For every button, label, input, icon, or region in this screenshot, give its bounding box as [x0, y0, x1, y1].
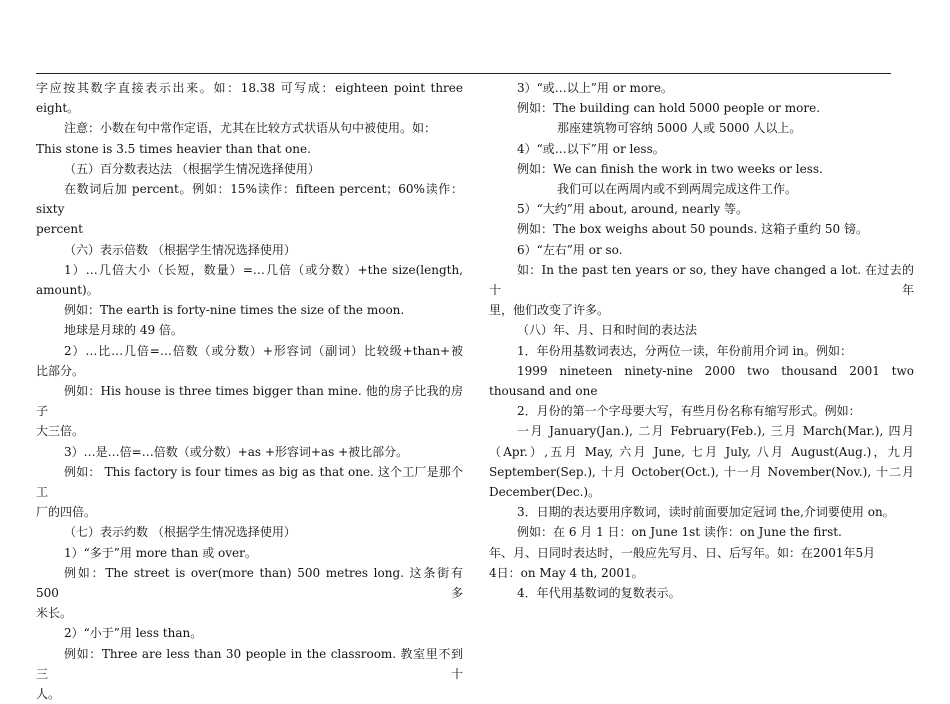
left-column [36, 78, 463, 704]
text-line: 那座建筑物可容纳 5000 人或 5000 人以上。 [557, 121, 802, 136]
text-line: 例如：The earth is forty-nine times the size of the moon. [64, 303, 405, 318]
text-line: This stone is 3.5 times heavier than that one. [36, 141, 311, 156]
text-line: percent [36, 222, 83, 237]
text-line: 6）“左右”用 or so. [517, 242, 623, 257]
text-line: 如：In the past ten years or so, they have changed a lot. 在过去的十年 [489, 262, 914, 298]
text-line: 大三倍。 [36, 424, 85, 439]
text-line: 地球是月球的 49 倍。 [64, 323, 183, 338]
section-heading-6: （六）表示倍数 （根据学生情况选择使用） [64, 242, 296, 257]
text-line: 字应按其数字直接表示出来。如：18.38 可写成：eighteen point three eight。 [36, 81, 463, 116]
text-line: 里，他们改变了许多。 [489, 303, 610, 318]
text-line: 一月 January(Jan.), 二月 February(Feb.), 三月 March(Mar.), 四月 [517, 424, 914, 439]
text-line: 米长。 [36, 606, 73, 621]
text-line: 厂的四倍。 [36, 505, 97, 520]
text-line: 4．年代用基数词的复数表示。 [517, 586, 681, 601]
text-line: 我们可以在两周内或不到两周完成这件工作。 [557, 182, 798, 197]
header-rule [36, 73, 891, 74]
text-line: 5）“大约”用 about, around, nearly 等。 [517, 202, 748, 217]
text-line: 例如：在 6 月 1 日：on June 1st 读作：on June the first. [517, 525, 842, 540]
text-line: 年、月、日同时表达时，一般应先写月、日、后写年。如：在2001年5月 [489, 545, 876, 560]
text-line: 1．年份用基数词表达，分两位一读，年份前用介词 in。例如： [517, 343, 853, 358]
section-heading-7: （七）表示约数 （根据学生情况选择使用） [64, 525, 296, 540]
text-line: September(Sep.), 十月 October(Oct.), 十一月 November(Nov.), 十二月 [489, 464, 914, 479]
text-line: 3）…是…倍=…倍数（或分数）+as +形容词+as +被比部分。 [64, 444, 409, 459]
text-line: 例如： This factory is four times as big as that one. 这个工厂是那个工 [36, 464, 463, 500]
text-line: 例如：Three are less than 30 people in the classroom. 教室里不到三十 [36, 646, 463, 681]
section-heading-8: （八）年、月、日和时间的表达法 [517, 323, 698, 338]
text-line: 在数词后加 percent。例如：15%读作：fifteen percent；60%读作：sixty [36, 182, 463, 217]
section-heading-5: （五）百分数表达法 （根据学生情况选择使用） [64, 161, 320, 176]
text-line: 2）“小于”用 less than。 [64, 626, 203, 641]
text-line: 例如：We can finish the work in two weeks or less. [517, 161, 823, 176]
text-line: 例如：The street is over(more than) 500 metres long. 这条街有 500 多 [36, 565, 463, 601]
text-line: 2．月份的第一个字母要大写，有些月份名称有缩写形式。例如： [517, 404, 861, 419]
text-line: 人。 [36, 687, 61, 702]
text-line: 1999 nineteen ninety-nine 2000 two thousand 2001 two [517, 363, 914, 378]
text-line: 例如：The box weighs about 50 pounds. 这箱子重约 50 镑。 [517, 222, 868, 237]
text-line: 4日：on May 4 th, 2001。 [489, 565, 644, 580]
text-line: 1）“多于”用 more than 或 over。 [64, 545, 257, 560]
text-line: 例如：His house is three times bigger than mine. 他的房子比我的房子 [36, 384, 463, 419]
text-line: 例如：The building can hold 5000 people or more. [517, 101, 821, 116]
text-line: （Apr.）,五月 May, 六月 June, 七月 July, 八月 August(Aug.)，九月 [489, 444, 914, 459]
text-line: 3）“或…以上”用 or more。 [517, 81, 673, 95]
text-line: 3．日期的表达要用序数词，读时前面要加定冠词 the,介词要使用 on。 [517, 505, 895, 520]
text-line: 注意：小数在句中常作定语，尤其在比较方式状语从句中被使用。如： [64, 121, 437, 136]
text-line: 4）“或…以下”用 or less。 [517, 141, 665, 156]
right-column [489, 78, 914, 603]
text-line: amount)。 [36, 283, 99, 298]
text-line: thousand and one [489, 384, 598, 399]
text-line: December(Dec.)。 [489, 485, 601, 500]
text-line: 2）…比…几倍=…倍数（或分数）+形容词（副词）比较级+than+被 [64, 343, 463, 358]
text-line: 比部分。 [36, 363, 85, 378]
text-line: 1）…几倍大小（长短，数量）=…几倍（或分数）+the size(length, [64, 262, 463, 277]
